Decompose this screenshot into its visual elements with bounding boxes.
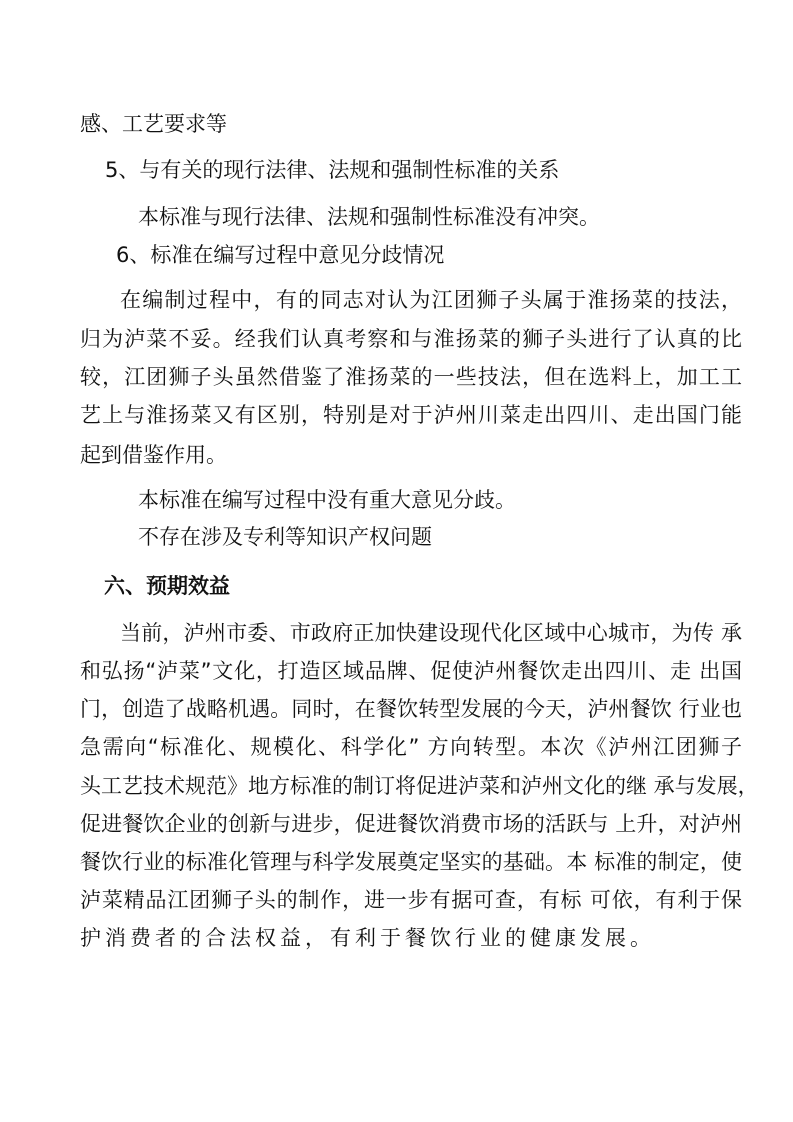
paragraph-line: 头工艺技术规范》地方标准的制订将促进泸菜和泸州文化的继 承与发展， xyxy=(80,774,759,798)
paragraph-line: 艺上与淮扬菜又有区别，特别是对于泸州川菜走出四川、走出国门能 xyxy=(80,403,742,427)
paragraph-line: 本标准与现行法律、法规和强制性标准没有冲突。 xyxy=(138,205,600,229)
paragraph-line: 起到借鉴作用。 xyxy=(80,443,227,467)
paragraph-line: 餐饮行业的标准化管理与科学发展奠定坚实的基础。本 标准的制定，使 xyxy=(80,850,742,874)
paragraph-line: 在编制过程中，有的同志对认为江团狮子头属于淮扬菜的技法， xyxy=(120,288,742,312)
paragraph-line: 本标准在编写过程中没有重大意见分歧。 xyxy=(138,488,516,512)
section-heading-5: 5、与有关的现行法律、法规和强制性标准的关系 xyxy=(105,158,560,182)
paragraph-line: 归为泸菜不妥。经我们认真考察和与淮扬菜的狮子头进行了认真的比 xyxy=(80,327,742,351)
paragraph-line: 较，江团狮子头虽然借鉴了淮扬菜的一些技法，但在选料上，加工工 xyxy=(80,365,742,389)
paragraph-line: 急需向“标准化、规模化、科学化” 方向转型。本次《泸州江团狮子 xyxy=(80,735,742,759)
paragraph-line: 泸菜精品江团狮子头的制作，进一步有据可查，有标 可依，有利于保 xyxy=(80,888,742,912)
paragraph-line: 当前，泸州市委、市政府正加快建设现代化区域中心城市，为传 承 xyxy=(120,621,742,645)
paragraph-line: 门，创造了战略机遇。同时，在餐饮转型发展的今天，泸州餐饮 行业也 xyxy=(80,697,742,721)
paragraph-line: 不存在涉及专利等知识产权问题 xyxy=(138,525,432,549)
paragraph-line: 护消费者的合法权益，有利于餐饮行业的健康发展。 xyxy=(80,926,655,950)
paragraph-line: 和弘扬“泸菜”文化，打造区域品牌、促使泸州餐饮走出四川、走 出国 xyxy=(80,659,742,683)
paragraph-line: 感、工艺要求等 xyxy=(80,112,227,136)
paragraph-line: 促进餐饮企业的创新与进步，促进餐饮消费市场的活跃与 上升，对泸州 xyxy=(80,812,742,836)
section-heading-expected-benefits: 六、预期效益 xyxy=(104,574,230,598)
section-heading-6: 6、标准在编写过程中意见分歧情况 xyxy=(116,243,445,267)
